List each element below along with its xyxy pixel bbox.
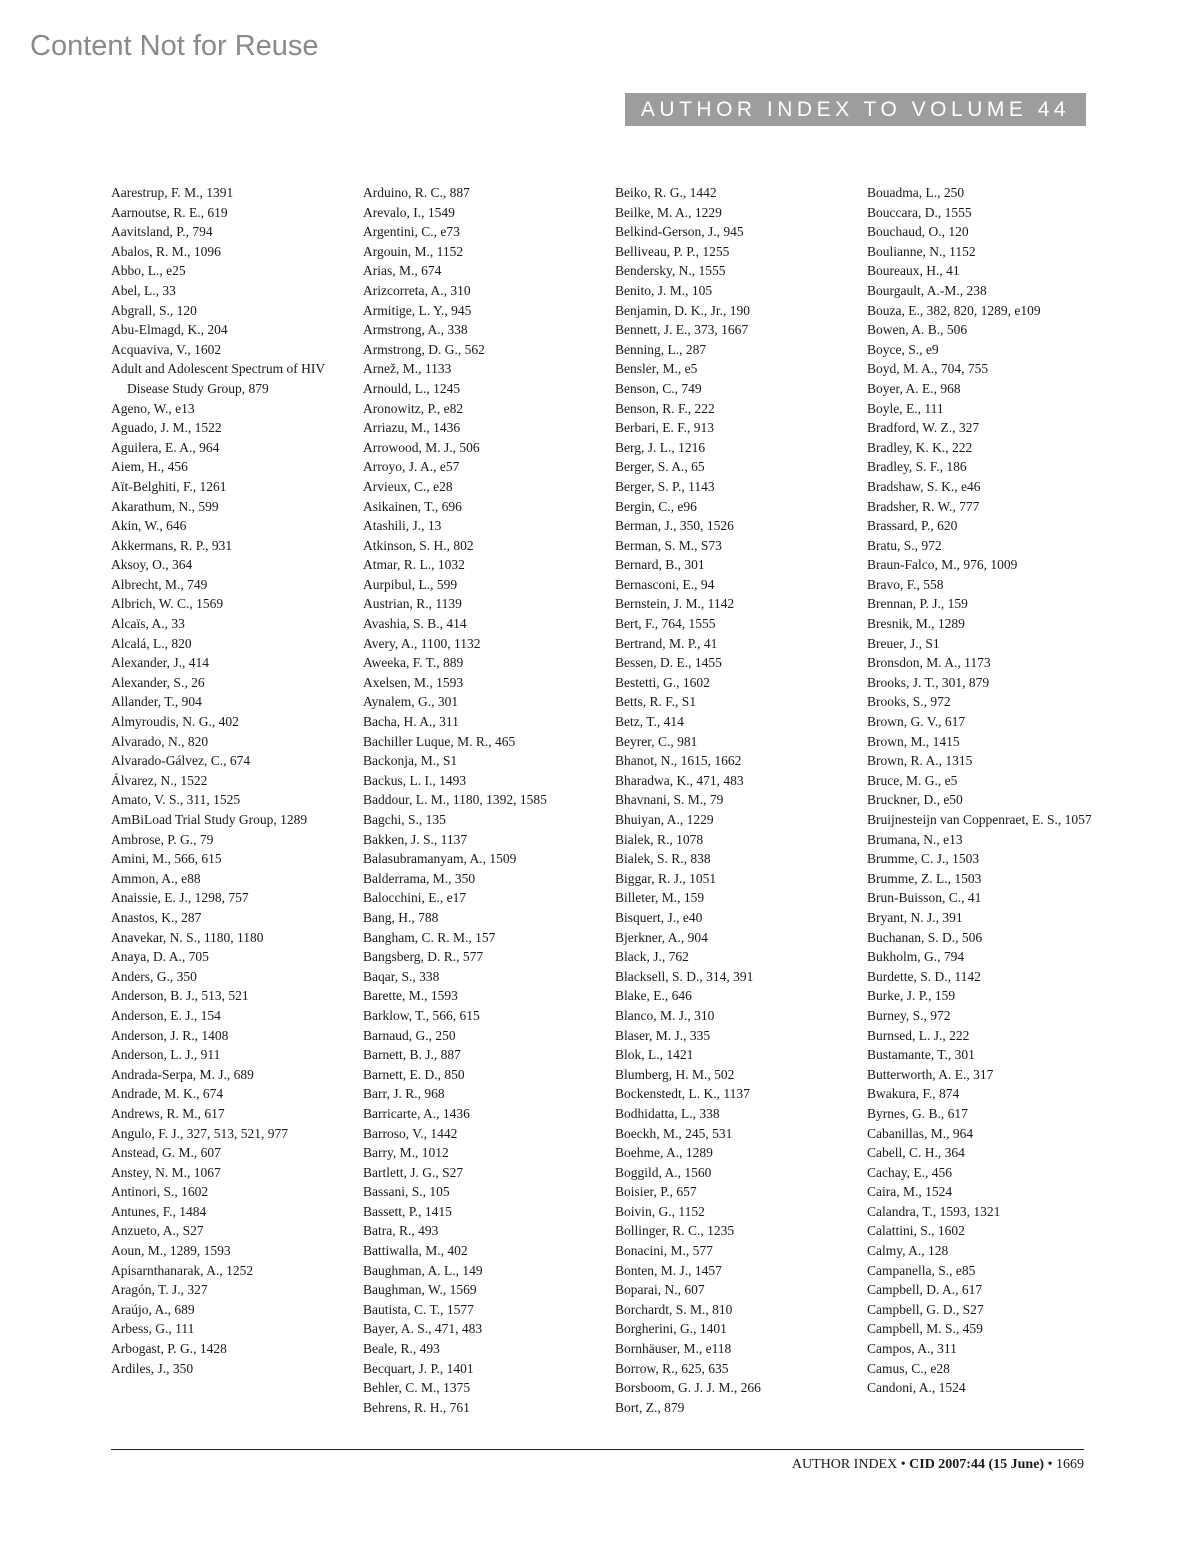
index-entry: Bartlett, J. G., S27 [363,1164,464,1180]
index-entry: Allander, T., 904 [111,694,202,710]
index-entry: Arroyo, J. A., e57 [363,459,460,475]
index-entry: Argentini, C., e73 [363,224,460,240]
index-entry: Boggild, A., 1560 [615,1164,712,1180]
index-entry: Campos, A., 311 [867,1341,957,1357]
index-entry: Arvieux, C., e28 [363,478,453,494]
index-entry: Beiko, R. G., 1442 [615,185,717,200]
index-entry: Abel, L., 33 [111,282,176,298]
index-entry: Axelsen, M., 1593 [363,674,464,690]
index-entry: Balderrama, M., 350 [363,870,476,886]
index-entry: Aksoy, O., 364 [111,557,193,573]
index-entry: Boehme, A., 1289 [615,1145,713,1161]
index-entry: Boivin, G., 1152 [615,1203,705,1219]
index-entry: Brown, M., 1415 [867,733,960,749]
index-entry: Barnett, E. D., 850 [363,1066,465,1082]
index-entry: Bradley, S. F., 186 [867,459,967,475]
index-entry: Arriazu, M., 1436 [363,420,461,436]
index-entry: Baddour, L. M., 1180, 1392, 1585 [363,792,547,808]
index-entry: Barroso, V., 1442 [363,1125,458,1141]
index-entry: Brown, R. A., 1315 [867,753,973,769]
index-entry: Brown, G. V., 617 [867,714,966,730]
index-entry: Bonten, M. J., 1457 [615,1262,722,1278]
index-entry: Backus, L. I., 1493 [363,772,467,788]
index-entry: Bruijnesteijn van Coppenraet, E. S., 1057 [867,812,1092,827]
index-entry: Aarestrup, F. M., 1391 [111,185,234,200]
author-index-columns [111,183,1091,1423]
index-entry: Black, J., 762 [615,949,689,965]
index-entry: Betts, R. F., S1 [615,694,697,710]
index-entry: Arnež, M., 1133 [363,361,452,377]
index-entry: Campbell, G. D., S27 [867,1301,984,1317]
index-entry: Campbell, M. S., 459 [867,1321,983,1337]
index-entry: Ambrose, P. G., 79 [111,831,214,847]
index-entry: Belliveau, P. P., 1255 [615,243,730,259]
index-entry: Bisquert, J., e40 [615,909,703,925]
index-entry: Berman, S. M., S73 [615,537,722,553]
index-entry: Alvarado-Gálvez, C., 674 [111,753,251,769]
index-entry: Aiem, H., 456 [111,459,188,475]
index-entry: Bacha, H. A., 311 [363,714,459,730]
index-entry: Bhavnani, S. M., 79 [615,792,724,808]
index-entry: Benning, L., 287 [615,341,707,357]
index-entry: Bodhidatta, L., 338 [615,1105,720,1121]
index-entry: Bouchaud, O., 120 [867,224,969,240]
index-entry: Bowen, A. B., 506 [867,322,968,338]
index-entry: Aragón, T. J., 327 [111,1282,208,1298]
index-entry: Blanco, M. J., 310 [615,1007,715,1023]
index-entry: Bockenstedt, L. K., 1137 [615,1086,750,1102]
index-entry: Bravo, F., 558 [867,576,944,592]
index-entry: Boyle, E., 111 [867,400,944,416]
index-entry: Anderson, J. R., 1408 [111,1027,229,1043]
index-entry: Avashia, S. B., 414 [363,616,467,632]
index-entry: Behrens, R. H., 761 [363,1399,470,1415]
index-entry: Argouin, M., 1152 [363,243,464,259]
index-entry: Abalos, R. M., 1096 [111,243,221,259]
index-entry: Berman, J., 350, 1526 [615,518,734,534]
index-entry: Atmar, R. L., 1032 [363,557,465,573]
index-entry: Anaissie, E. J., 1298, 757 [111,890,249,906]
index-entry: Boyce, S., e9 [867,341,939,357]
index-entry: Cabell, C. H., 364 [867,1145,965,1161]
page-footer [792,1457,1084,1473]
index-entry: Bang, H., 788 [363,909,439,925]
index-entry: Amato, V. S., 311, 1525 [111,792,241,808]
index-entry: Beyrer, C., 981 [615,733,698,749]
index-entry: Blumberg, H. M., 502 [615,1066,735,1082]
index-entry: Apisarnthanarak, A., 1252 [111,1262,254,1278]
index-entry: Calandra, T., 1593, 1321 [867,1203,1001,1219]
index-entry: Borsboom, G. J. J. M., 266 [615,1380,761,1396]
index-entry: Bruce, M. G., e5 [867,772,958,788]
index-entry: Bort, Z., 879 [615,1399,685,1415]
index-entry: Blaser, M. J., 335 [615,1027,711,1043]
index-entry: Arrowood, M. J., 506 [363,439,480,455]
index-entry: Araújo, A., 689 [111,1301,195,1317]
index-entry: Ageno, W., e13 [111,400,195,416]
index-entry: Caira, M., 1524 [867,1184,953,1200]
index-entry: Almyroudis, N. G., 402 [111,714,239,730]
index-entry: Bangsberg, D. R., 577 [363,949,484,965]
index-entry: Benson, R. F., 222 [615,400,715,416]
index-entry: Bradshaw, S. K., e46 [867,478,981,494]
index-entry: Antinori, S., 1602 [111,1184,209,1200]
index-entry: Bernasconi, E., 94 [615,576,715,592]
index-entry: Bruckner, D., e50 [867,792,963,808]
index-entry: Amini, M., 566, 615 [111,851,222,867]
index-entry: Bernstein, J. M., 1142 [615,596,735,612]
index-entry: Alexander, J., 414 [111,655,210,671]
index-entry: Bollinger, R. C., 1235 [615,1223,735,1239]
index-entry: Bernard, B., 301 [615,557,705,573]
footer-bullet: • [1047,1457,1053,1472]
index-entry: Bouza, E., 382, 820, 1289, e109 [867,302,1041,318]
index-entry: Albrich, W. C., 1569 [111,596,224,612]
watermark-text: Content Not for Reuse [30,30,319,62]
index-entry: Berg, J. L., 1216 [615,439,706,455]
index-entry: Batra, R., 493 [363,1223,439,1239]
index-entry: Arduino, R. C., 887 [363,185,470,200]
index-title-banner: AUTHOR INDEX TO VOLUME 44 [625,93,1086,126]
index-entry: Armstrong, A., 338 [363,322,468,338]
index-entry: Bert, F., 764, 1555 [615,616,716,632]
index-entry: Baqar, S., 338 [363,968,440,984]
index-entry: Blok, L., 1421 [615,1047,694,1063]
index-entry: Brennan, P. J., 159 [867,596,968,612]
index-entry: Bangham, C. R. M., 157 [363,929,496,945]
index-entry: Burnsed, L. J., 222 [867,1027,970,1043]
index-entry: Bialek, R., 1078 [615,831,704,847]
index-entry: Borchardt, S. M., 810 [615,1301,733,1317]
index-entry: Backonja, M., S1 [363,753,458,769]
index-entry: Aynalem, G., 301 [363,694,459,710]
index-entry: Bialek, S. R., 838 [615,851,711,867]
index-entry: Bustamante, T., 301 [867,1047,975,1063]
index-entry: Anstey, N. M., 1067 [111,1164,221,1180]
index-entry: Arbess, G., 111 [111,1321,195,1337]
index-entry: Berger, S. P., 1143 [615,478,715,494]
index-entry: Braun-Falco, M., 976, 1009 [867,557,1018,573]
footer-section-label: AUTHOR INDEX [791,1457,898,1472]
index-entry: Brun-Buisson, C., 41 [867,890,982,906]
index-entry: Bensler, M., e5 [615,361,698,377]
index-entry: Bouccara, D., 1555 [867,204,972,220]
index-entry: Brumme, Z. L., 1503 [867,870,982,886]
footer-journal-citation: CID 2007:44 (15 June) [909,1457,1045,1472]
footer-bullet: • [900,1457,906,1472]
index-entry: Anavekar, N. S., 1180, 1180 [111,929,264,945]
index-entry: Benito, J. M., 105 [615,282,713,298]
index-entry: Bendersky, N., 1555 [615,263,726,279]
index-entry: Bassett, P., 1415 [363,1203,452,1219]
index-entry: Boureaux, H., 41 [867,263,960,279]
index-entry: Calmy, A., 128 [867,1243,949,1259]
index-entry: Bhanot, N., 1615, 1662 [615,753,742,769]
index-entry: Bradford, W. Z., 327 [867,420,980,436]
index-entry: Akkermans, R. P., 931 [111,537,233,553]
index-entry: Aarnoutse, R. E., 619 [111,204,228,220]
index-entry: Bwakura, F., 874 [867,1086,960,1102]
index-entry: Bradley, K. K., 222 [867,439,973,455]
index-entry: Brumana, N., e13 [867,831,963,847]
index-entry: Bachiller Luque, M. R., 465 [363,733,516,749]
index-entry: Bessen, D. E., 1455 [615,655,722,671]
index-entry: Cachay, E., 456 [867,1164,952,1180]
index-entry: Beilke, M. A., 1229 [615,204,722,220]
index-entry: Bertrand, M. P., 41 [615,635,718,651]
index-entry: Alcaïs, A., 33 [111,616,185,632]
index-entry: Aweeka, F. T., 889 [363,655,464,671]
index-entry: Bourgault, A.-M., 238 [867,282,987,298]
index-column-4 [867,183,1107,1398]
index-entry: Benson, C., 749 [615,380,702,396]
index-entry: Blake, E., 646 [615,988,692,1004]
index-entry: Atashili, J., 13 [363,518,442,534]
index-entry: Beale, R., 493 [363,1341,440,1357]
index-entry: Berbari, E. F., 913 [615,420,715,436]
index-entry: Ammon, A., e88 [111,870,201,886]
index-entry: Boeckh, M., 245, 531 [615,1125,733,1141]
index-entry: Behler, C. M., 1375 [363,1380,471,1396]
index-entry: Arnould, L., 1245 [363,380,461,396]
index-entry: Brooks, S., 972 [867,694,951,710]
index-entry: Barry, M., 1012 [363,1145,449,1161]
index-entry: Aguilera, E. A., 964 [111,439,220,455]
index-entry: Ardiles, J., 350 [111,1360,194,1376]
index-entry: Aguado, J. M., 1522 [111,420,222,436]
index-entry: Akin, W., 646 [111,518,187,534]
index-entry: Barricarte, A., 1436 [363,1105,470,1121]
index-entry: Boulianne, N., 1152 [867,243,976,259]
index-entry: Boparai, N., 607 [615,1282,705,1298]
footer-page-number: 1669 [1056,1457,1084,1472]
index-entry: Bjerkner, A., 904 [615,929,708,945]
index-entry: Butterworth, A. E., 317 [867,1066,994,1082]
index-entry: Aït-Belghiti, F., 1261 [111,478,227,494]
index-entry: Arizcorreta, A., 310 [363,282,471,298]
index-entry: Arias, M., 674 [363,263,442,279]
index-entry: Brumme, C. J., 1503 [867,851,980,867]
index-entry: Bratu, S., 972 [867,537,942,553]
index-entry: Betz, T., 414 [615,714,684,730]
index-entry: Acquaviva, V., 1602 [111,341,222,357]
index-entry: Byrnes, G. B., 617 [867,1105,968,1121]
index-entry: Bassani, S., 105 [363,1184,450,1200]
index-entry: Bronsdon, M. A., 1173 [867,655,991,671]
index-entry: Burdette, S. D., 1142 [867,968,981,984]
index-entry: Benjamin, D. K., Jr., 190 [615,302,750,318]
index-entry: Balasubramanyam, A., 1509 [363,851,517,867]
index-entry: Adult and Adolescent Spectrum of HIV Disease Study Group, 879 [111,361,325,396]
index-entry: Barette, M., 1593 [363,988,458,1004]
index-entry: Alexander, S., 26 [111,674,205,690]
index-entry: Anstead, G. M., 607 [111,1145,221,1161]
index-entry: Burke, J. P., 159 [867,988,956,1004]
index-entry: Bresnik, M., 1289 [867,616,965,632]
index-entry: Buchanan, S. D., 506 [867,929,983,945]
index-entry: Berger, S. A., 65 [615,459,705,475]
footer-rule [111,1449,1084,1450]
index-entry: Armitige, L. Y., 945 [363,302,472,318]
index-entry: Albrecht, M., 749 [111,576,208,592]
index-entry: Balocchini, E., e17 [363,890,467,906]
index-entry: Barnaud, G., 250 [363,1027,456,1043]
index-entry: Austrian, R., 1139 [363,596,462,612]
index-entry: Bonacini, M., 577 [615,1243,713,1259]
index-entry: Blacksell, S. D., 314, 391 [615,968,754,984]
index-entry: Andrada-Serpa, M. J., 689 [111,1066,254,1082]
index-entry: Bukholm, G., 794 [867,949,965,965]
index-entry: Aurpibul, L., 599 [363,576,458,592]
index-entry: Bhuiyan, A., 1229 [615,812,714,827]
index-entry: Antunes, F., 1484 [111,1203,207,1219]
index-entry: Calattini, S., 1602 [867,1223,965,1239]
index-entry: Anderson, E. J., 154 [111,1007,221,1023]
index-entry: Belkind-Gerson, J., 945 [615,224,744,240]
index-entry: Bouadma, L., 250 [867,185,965,200]
index-entry: Anastos, K., 287 [111,909,202,925]
index-entry: Brassard, P., 620 [867,518,958,534]
index-entry: Anaya, D. A., 705 [111,949,209,965]
index-entry: Cabanillas, M., 964 [867,1125,974,1141]
index-entry: Arbogast, P. G., 1428 [111,1341,227,1357]
index-entry: Battiwalla, M., 402 [363,1243,468,1259]
index-entry: Barnett, B. J., 887 [363,1047,461,1063]
index-entry: Boyd, M. A., 704, 755 [867,361,989,377]
index-entry: Aoun, M., 1289, 1593 [111,1243,231,1259]
index-entry: Anderson, B. J., 513, 521 [111,988,249,1004]
index-entry: Asikainen, T., 696 [363,498,462,514]
index-entry: Candoni, A., 1524 [867,1380,966,1396]
index-entry: Bayer, A. S., 471, 483 [363,1321,483,1337]
index-entry: Billeter, M., 159 [615,890,705,906]
index-entry: Bautista, C. T., 1577 [363,1301,474,1317]
index-entry: Bestetti, G., 1602 [615,674,710,690]
index-column-3 [615,183,855,1417]
index-entry: Camus, C., e28 [867,1360,950,1376]
index-entry: Abbo, L., e25 [111,263,186,279]
index-entry: Bharadwa, K., 471, 483 [615,772,744,788]
index-entry: Bornhäuser, M., e118 [615,1341,732,1357]
index-entry: Andrews, R. M., 617 [111,1105,225,1121]
index-entry: Aavitsland, P., 794 [111,224,213,240]
index-entry: Borgherini, G., 1401 [615,1321,727,1337]
index-entry: Aronowitz, P., e82 [363,400,464,416]
index-entry: Breuer, J., S1 [867,635,940,651]
index-entry: Campanella, S., e85 [867,1262,976,1278]
index-entry: Álvarez, N., 1522 [111,772,208,788]
index-entry: Bennett, J. E., 373, 1667 [615,322,749,338]
index-entry: Burney, S., 972 [867,1007,951,1023]
index-entry: Bergin, C., e96 [615,498,697,514]
index-entry: Armstrong, D. G., 562 [363,341,485,357]
index-entry: Abu-Elmagd, K., 204 [111,322,228,338]
index-entry: Barklow, T., 566, 615 [363,1007,480,1023]
index-entry: Brooks, J. T., 301, 879 [867,674,990,690]
index-entry: AmBiLoad Trial Study Group, 1289 [111,812,308,827]
index-entry: Boyer, A. E., 968 [867,380,961,396]
index-entry: Angulo, F. J., 327, 513, 521, 977 [111,1125,289,1141]
index-entry: Borrow, R., 625, 635 [615,1360,729,1376]
index-entry: Campbell, D. A., 617 [867,1282,983,1298]
index-column-2 [363,183,603,1417]
index-column-1 [111,183,351,1378]
index-entry: Atkinson, S. H., 802 [363,537,474,553]
index-entry: Akarathum, N., 599 [111,498,219,514]
index-entry: Abgrall, S., 120 [111,302,197,318]
index-entry: Biggar, R. J., 1051 [615,870,717,886]
index-entry: Bryant, N. J., 391 [867,909,963,925]
index-entry: Alvarado, N., 820 [111,733,209,749]
index-entry: Anders, G., 350 [111,968,197,984]
index-entry: Bagchi, S., 135 [363,812,446,827]
index-entry: Alcalá, L., 820 [111,635,192,651]
index-entry: Becquart, J. P., 1401 [363,1360,474,1376]
index-entry: Anzueto, A., S27 [111,1223,204,1239]
index-entry: Bakken, J. S., 1137 [363,831,468,847]
index-entry: Boisier, P., 657 [615,1184,697,1200]
index-entry: Arevalo, I., 1549 [363,204,455,220]
index-entry: Anderson, L. J., 911 [111,1047,221,1063]
index-entry: Andrade, M. K., 674 [111,1086,224,1102]
index-entry: Barr, J. R., 968 [363,1086,445,1102]
index-entry: Baughman, A. L., 149 [363,1262,483,1278]
index-entry: Bradsher, R. W., 777 [867,498,980,514]
index-entry: Avery, A., 1100, 1132 [363,635,481,651]
index-entry: Baughman, W., 1569 [363,1282,477,1298]
